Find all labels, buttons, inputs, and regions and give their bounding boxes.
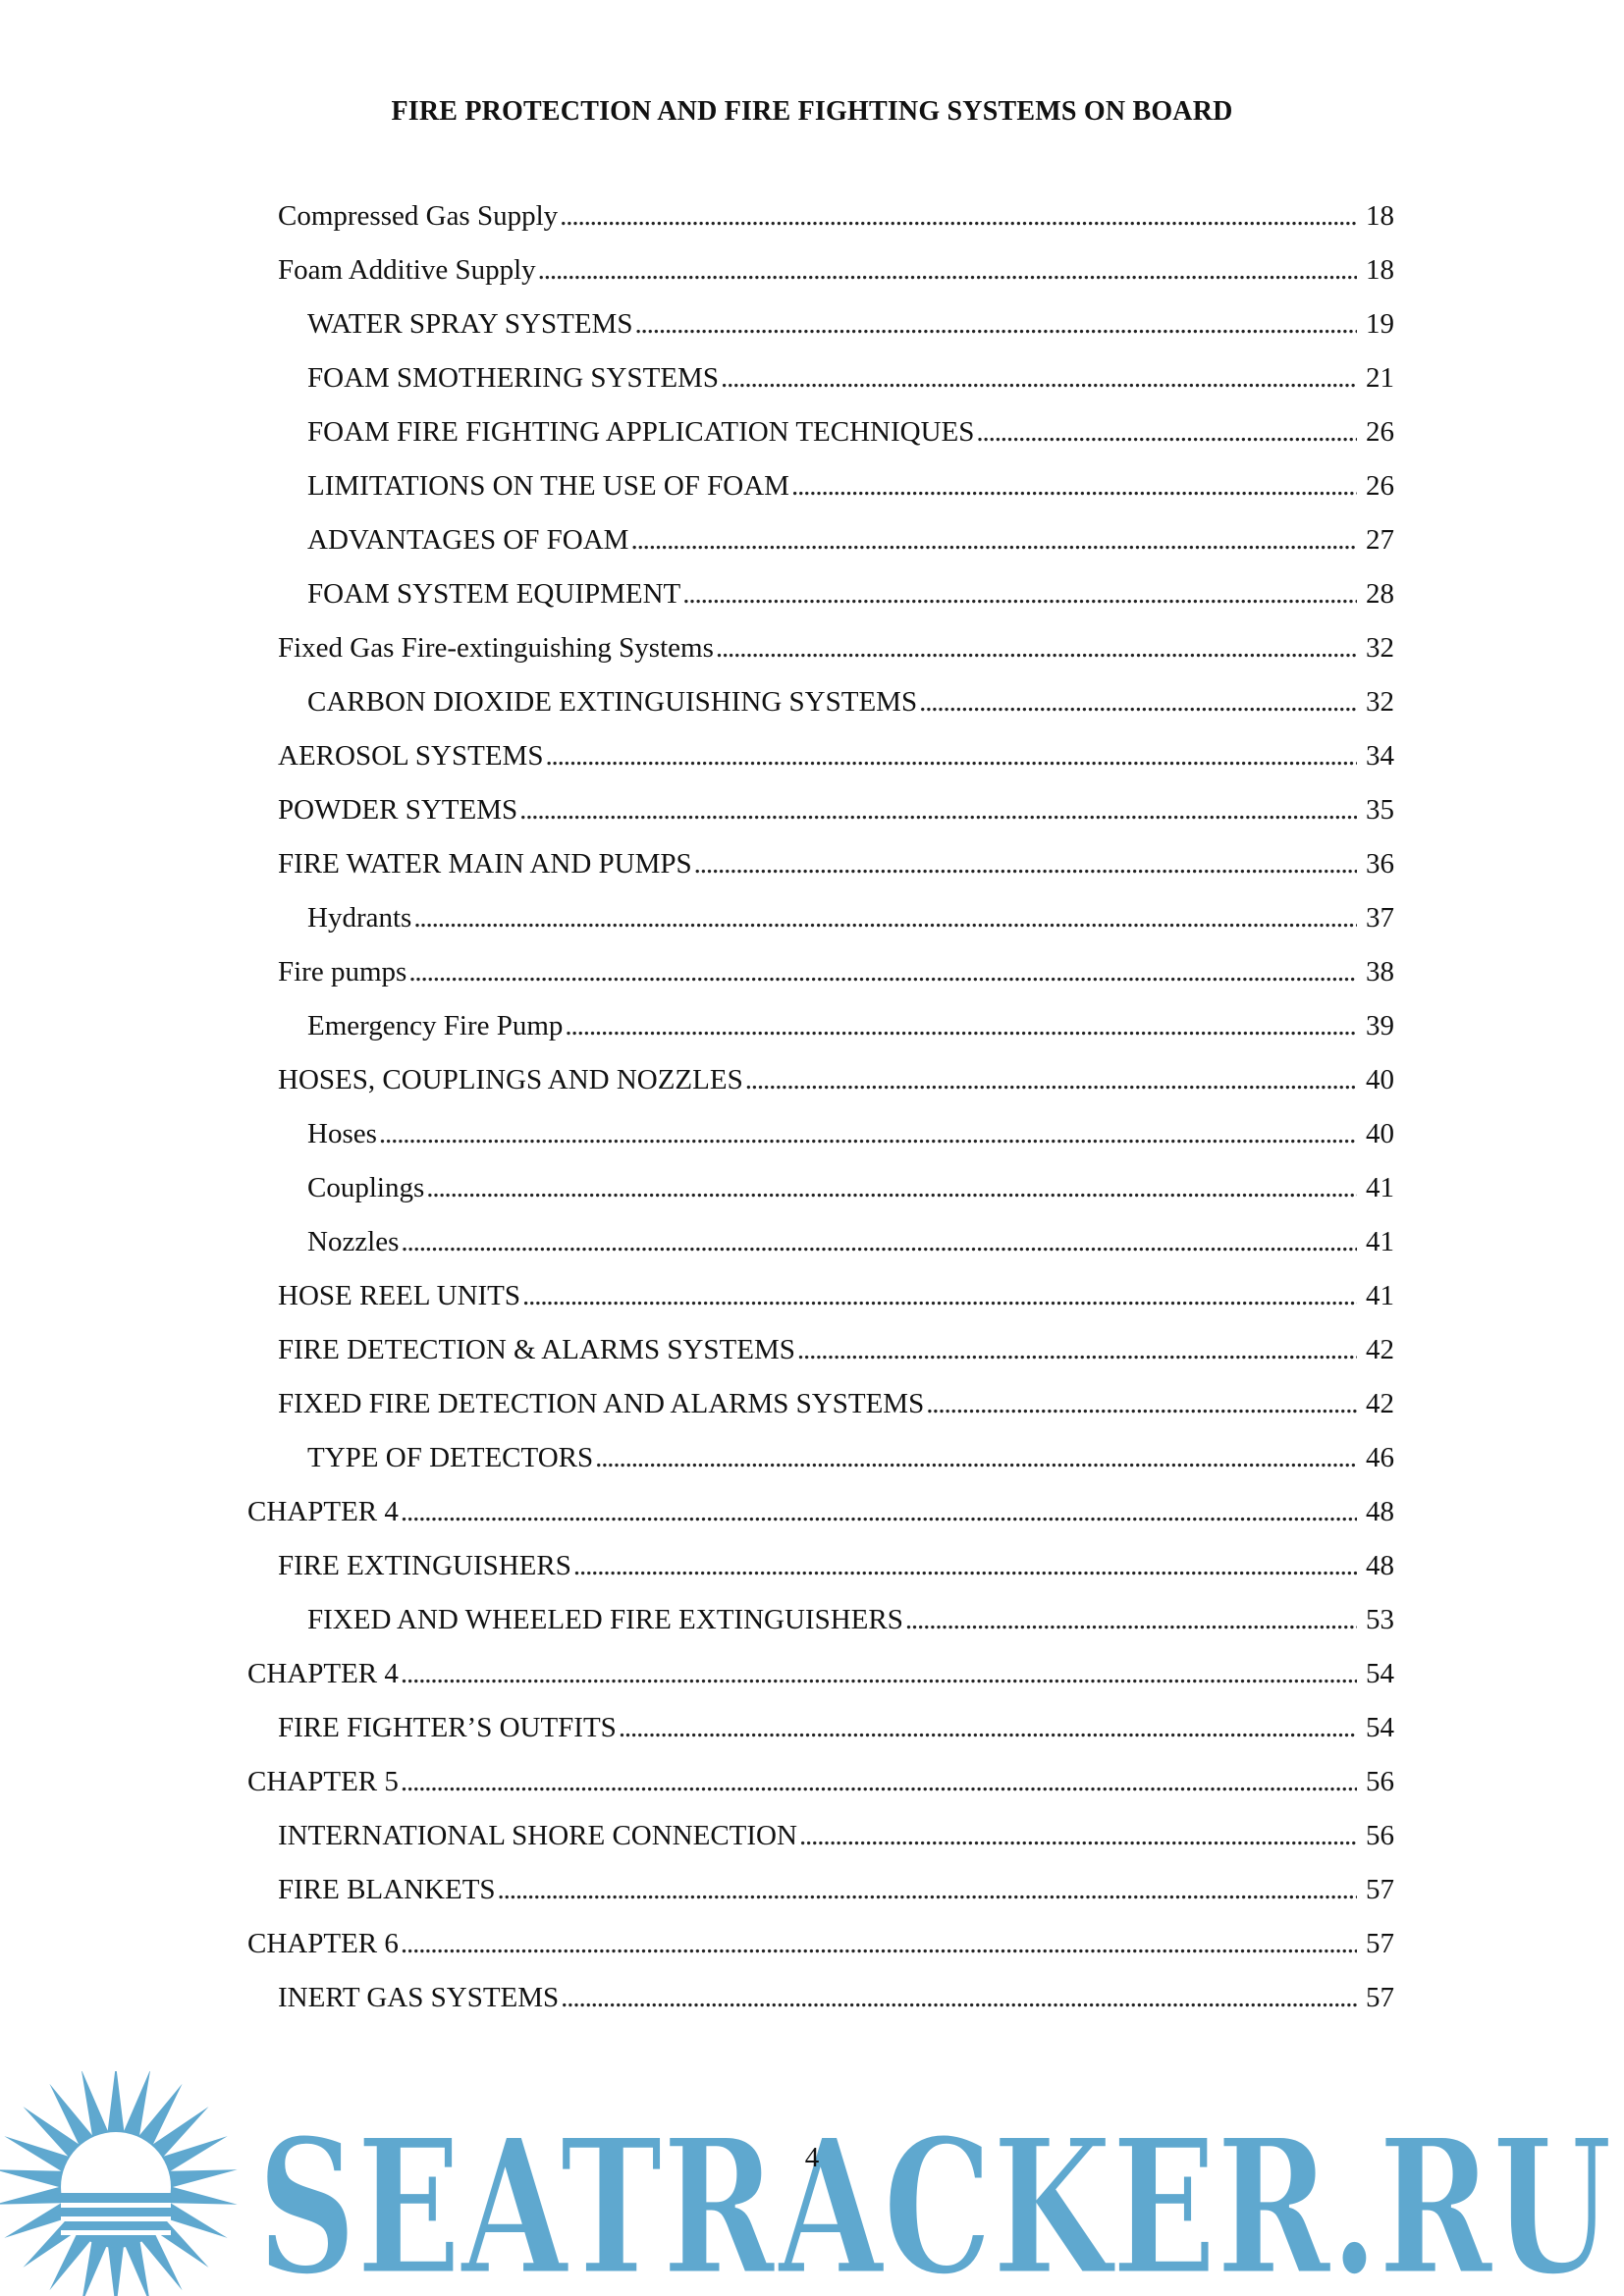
toc-dot-leader: [522, 1276, 1357, 1315]
toc-entry-page: 38: [1366, 956, 1394, 988]
toc-entry-title: Compressed Gas Supply: [278, 200, 559, 232]
toc-entry-title: CHAPTER 5: [247, 1766, 399, 1797]
toc-entry-page: 41: [1366, 1226, 1394, 1257]
toc-entry-page: 37: [1366, 902, 1394, 934]
toc-dot-leader: [905, 1600, 1357, 1639]
toc-dot-leader: [401, 1924, 1357, 1963]
sun-icon: [0, 2071, 238, 2296]
toc-entry-title: Couplings: [307, 1172, 425, 1203]
toc-entry[interactable]: [307, 1114, 1394, 1153]
toc-entry-title: FIRE WATER MAIN AND PUMPS: [278, 848, 692, 880]
toc-entry-title: HOSE REEL UNITS: [278, 1280, 521, 1311]
toc-entry-page: 32: [1366, 632, 1394, 664]
toc-entry-title: Foam Additive Supply: [278, 254, 536, 286]
toc-entry[interactable]: [307, 1168, 1394, 1207]
toc-entry-page: 40: [1366, 1118, 1394, 1149]
toc-entry[interactable]: [278, 736, 1394, 775]
toc-entry-page: 18: [1366, 200, 1394, 232]
toc-entry-title: ADVANTAGES OF FOAM: [307, 524, 629, 556]
toc-entry-page: 57: [1366, 1928, 1394, 1959]
toc-entry-title: Emergency Fire Pump: [307, 1010, 564, 1041]
toc-entry[interactable]: [307, 898, 1394, 937]
toc-dot-leader: [498, 1870, 1357, 1909]
watermark: [0, 2071, 1624, 2296]
toc-entry-page: 42: [1366, 1334, 1394, 1365]
toc-entry[interactable]: [307, 358, 1394, 398]
toc-entry-page: 42: [1366, 1388, 1394, 1419]
toc-entry[interactable]: [307, 1222, 1394, 1261]
toc-entry-page: 19: [1366, 308, 1394, 340]
toc-entry-page: 56: [1366, 1766, 1394, 1797]
toc-entry[interactable]: [278, 790, 1394, 829]
toc-entry-title: Fire pumps: [278, 956, 407, 988]
toc-entry-title: FIRE EXTINGUISHERS: [278, 1550, 571, 1581]
toc-dot-leader: [716, 628, 1357, 667]
toc-entry-page: 53: [1366, 1604, 1394, 1635]
toc-entry-title: Hydrants: [307, 902, 412, 934]
toc-dot-leader: [413, 898, 1357, 937]
toc-entry-title: WATER SPRAY SYSTEMS: [307, 308, 633, 340]
toc-dot-leader: [630, 520, 1357, 560]
toc-entry-page: 48: [1366, 1496, 1394, 1527]
toc-dot-leader: [799, 1816, 1357, 1855]
toc-entry[interactable]: [278, 1978, 1394, 2017]
toc-entry-title: FIRE BLANKETS: [278, 1874, 496, 1905]
toc-entry[interactable]: [278, 1330, 1394, 1369]
toc-dot-leader: [797, 1330, 1357, 1369]
toc-entry-title: FIRE DETECTION & ALARMS SYSTEMS: [278, 1334, 795, 1365]
toc-entry-page: 39: [1366, 1010, 1394, 1041]
toc-entry[interactable]: [278, 1708, 1394, 1747]
toc-entry-page: 54: [1366, 1712, 1394, 1743]
toc-entry-title: AEROSOL SYSTEMS: [278, 740, 544, 772]
toc-dot-leader: [745, 1060, 1357, 1099]
toc-entry-page: 36: [1366, 848, 1394, 880]
toc-dot-leader: [561, 1978, 1357, 2017]
toc-dot-leader: [619, 1708, 1357, 1747]
toc-entry-page: 57: [1366, 1874, 1394, 1905]
toc-entry-title: TYPE OF DETECTORS: [307, 1442, 594, 1473]
toc-entry[interactable]: [278, 1060, 1394, 1099]
toc-entry-page: 18: [1366, 254, 1394, 286]
toc-entry-title: FOAM SYSTEM EQUIPMENT: [307, 578, 681, 610]
toc-entry-page: 46: [1366, 1442, 1394, 1473]
toc-entry-page: 35: [1366, 794, 1394, 826]
toc-entry-page: 21: [1366, 362, 1394, 394]
toc-dot-leader: [545, 736, 1357, 775]
toc-dot-leader: [926, 1384, 1357, 1423]
toc-entry-title: FIXED FIRE DETECTION AND ALARMS SYSTEMS: [278, 1388, 925, 1419]
toc-entry[interactable]: [307, 304, 1394, 344]
toc-dot-leader: [682, 574, 1357, 614]
toc-dot-leader: [976, 412, 1357, 452]
toc-dot-leader: [573, 1546, 1357, 1585]
toc-entry-title: CHAPTER 4: [247, 1658, 399, 1689]
toc-entry[interactable]: [247, 1654, 1394, 1693]
toc-dot-leader: [538, 250, 1357, 290]
toc-dot-leader: [791, 466, 1357, 506]
toc-entry[interactable]: [278, 1384, 1394, 1423]
toc-entry[interactable]: [247, 1924, 1394, 1963]
toc-entry-title: Hoses: [307, 1118, 377, 1149]
toc-entry-title: FIXED AND WHEELED FIRE EXTINGUISHERS: [307, 1604, 903, 1635]
toc-entry-title: Nozzles: [307, 1226, 400, 1257]
toc-entry-page: 41: [1366, 1280, 1394, 1311]
toc-dot-leader: [401, 1492, 1357, 1531]
toc-entry-page: 27: [1366, 524, 1394, 556]
toc-dot-leader: [560, 196, 1357, 236]
toc-entry-title: INERT GAS SYSTEMS: [278, 1982, 560, 2013]
toc-entry[interactable]: [278, 1816, 1394, 1855]
toc-dot-leader: [401, 1654, 1357, 1693]
toc-dot-leader: [379, 1114, 1357, 1153]
toc-entry-page: 26: [1366, 470, 1394, 502]
toc-entry-page: 26: [1366, 416, 1394, 448]
toc-entry[interactable]: [247, 1492, 1394, 1531]
toc-entry[interactable]: [278, 844, 1394, 883]
toc-entry[interactable]: [307, 520, 1394, 560]
toc-entry-title: CHAPTER 6: [247, 1928, 399, 1959]
toc-entry[interactable]: [307, 412, 1394, 452]
toc-entry-title: Fixed Gas Fire-extinguishing Systems: [278, 632, 714, 664]
toc-dot-leader: [408, 952, 1357, 991]
toc-entry[interactable]: [307, 682, 1394, 721]
toc-entry-page: 54: [1366, 1658, 1394, 1689]
toc-dot-leader: [595, 1438, 1357, 1477]
toc-dot-leader: [694, 844, 1357, 883]
toc-dot-leader: [919, 682, 1357, 721]
toc-entry-page: 40: [1366, 1064, 1394, 1095]
toc-entry-page: 57: [1366, 1982, 1394, 2013]
toc-entry[interactable]: [307, 1438, 1394, 1477]
toc-entry[interactable]: [278, 250, 1394, 290]
watermark-text: SEATRACKER.RU: [257, 2098, 1612, 2296]
toc-entry[interactable]: [307, 1600, 1394, 1639]
toc-entry[interactable]: [307, 574, 1394, 614]
toc-entry[interactable]: [307, 466, 1394, 506]
toc-entry-page: 34: [1366, 740, 1394, 772]
toc-entry-page: 32: [1366, 686, 1394, 718]
page-header-title: FIRE PROTECTION AND FIRE FIGHTING SYSTEMS ON BOARD: [391, 96, 1233, 127]
toc-entry-title: INTERNATIONAL SHORE CONNECTION: [278, 1820, 797, 1851]
toc-entry[interactable]: [278, 196, 1394, 236]
toc-entry[interactable]: [278, 1870, 1394, 1909]
toc-entry-page: 28: [1366, 578, 1394, 610]
toc-entry[interactable]: [278, 1276, 1394, 1315]
toc-entry-title: FOAM FIRE FIGHTING APPLICATION TECHNIQUES: [307, 416, 975, 448]
page-number: 4: [804, 2142, 820, 2173]
toc-entry-title: CHAPTER 4: [247, 1496, 399, 1527]
toc-dot-leader: [401, 1222, 1357, 1261]
toc-entry[interactable]: [247, 1762, 1394, 1801]
toc-dot-leader: [401, 1762, 1357, 1801]
toc-entry-page: 48: [1366, 1550, 1394, 1581]
toc-entry[interactable]: [278, 1546, 1394, 1585]
toc-dot-leader: [721, 358, 1357, 398]
toc-dot-leader: [426, 1168, 1357, 1207]
toc-dot-leader: [634, 304, 1357, 344]
toc-entry-title: FOAM SMOTHERING SYSTEMS: [307, 362, 719, 394]
toc-entry-title: LIMITATIONS ON THE USE OF FOAM: [307, 470, 789, 502]
toc-entry[interactable]: [278, 628, 1394, 667]
toc-entry-title: HOSES, COUPLINGS AND NOZZLES: [278, 1064, 743, 1095]
toc-entry[interactable]: [278, 952, 1394, 991]
toc-entry[interactable]: [307, 1006, 1394, 1045]
toc-entry-title: FIRE FIGHTER’S OUTFITS: [278, 1712, 617, 1743]
toc-entry-page: 41: [1366, 1172, 1394, 1203]
toc-entry-title: CARBON DIOXIDE EXTINGUISHING SYSTEMS: [307, 686, 918, 718]
toc-entry-title: POWDER SYTEMS: [278, 794, 518, 826]
toc-dot-leader: [519, 790, 1357, 829]
toc-dot-leader: [565, 1006, 1357, 1045]
toc-entry-page: 56: [1366, 1820, 1394, 1851]
